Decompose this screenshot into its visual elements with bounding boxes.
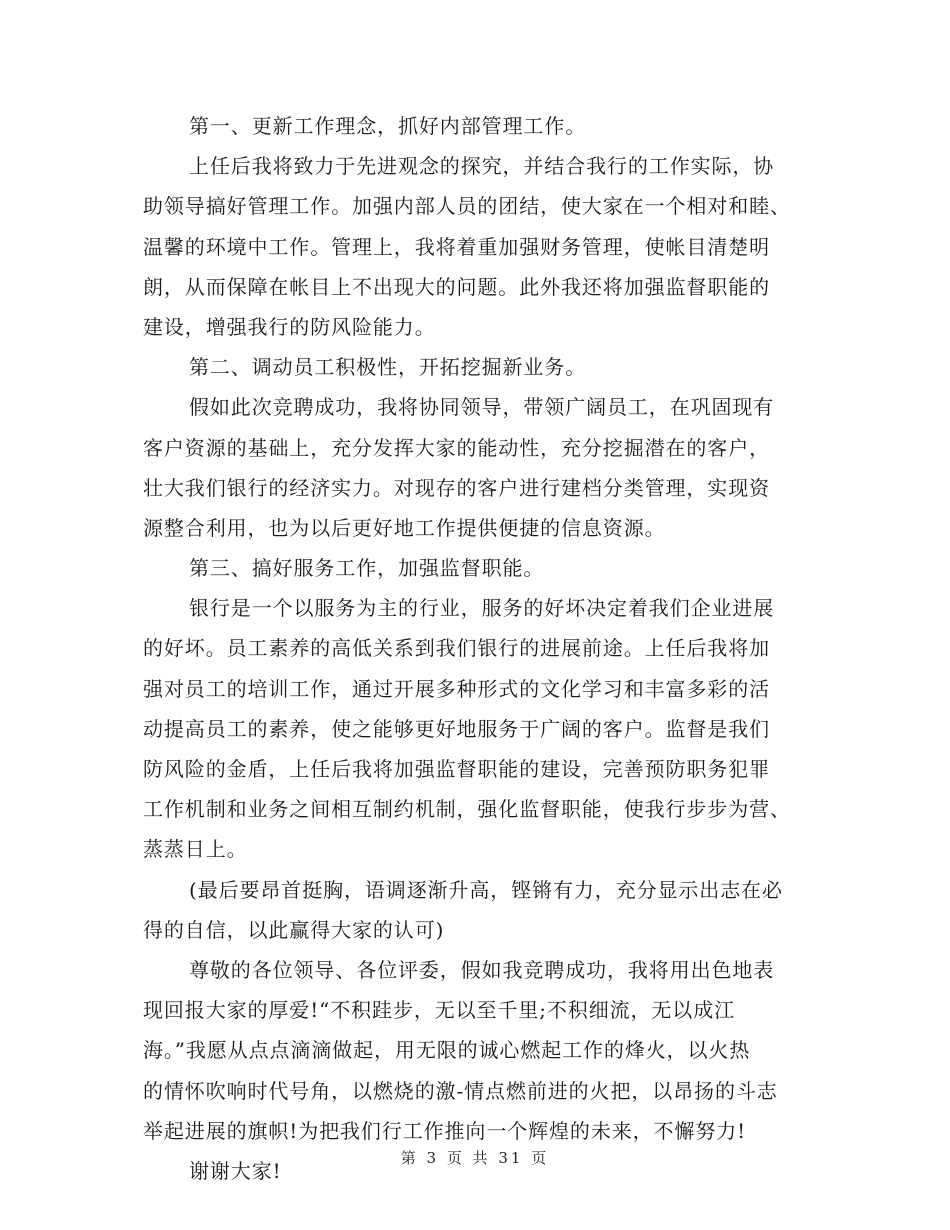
paragraph-line: 上任后我将致力于先进观念的探究，并结合我行的工作实际，协 [189,154,775,179]
paragraph-line: 动提高员工的素养，使之能够更好地服务于广阔的客户。监督是我们 [143,716,770,741]
section-heading: 第三、搞好服务工作，加强监督职能。 [189,556,545,581]
paragraph-line: 银行是一个以服务为主的行业，服务的好坏决定着我们企业进展 [189,596,775,621]
paragraph-line: 举起进展的旗帜!为把我们行工作推向一个辉煌的未来，不懈努力! [143,1118,747,1143]
closing-line: 谢谢大家! [189,1158,282,1183]
paragraph-line: 强对员工的培训工作，通过开展多种形式的文化学习和丰富多彩的活 [143,676,770,701]
paragraph-line: 蒸蒸日上。 [143,837,248,862]
paragraph-line: 海。”我愿从点点滴滴做起，用无限的诚心燃起工作的烽火，以火热 [143,1038,751,1063]
section-heading: 第二、调动员工积极性，开拓挖掘新业务。 [189,355,587,380]
paragraph-line: 客户资源的基础上，充分发挥大家的能动性，充分挖掘潜在的客户， [143,435,770,460]
paragraph-line: 防风险的金盾，上任后我将加强监督职能的建设，完善预防职务犯罪 [143,757,770,781]
paragraph-line: 假如此次竞聘成功，我将协同领导，带领广阔员工，在巩固现有 [189,395,775,420]
paragraph-line: 现回报大家的厚爱!“不积跬步，无以至千里;不积细流，无以成江 [143,998,735,1023]
body-text [143,106,811,1191]
paragraph-line: 源整合利用，也为以后更好地工作提供便捷的信息资源。 [143,515,666,540]
paragraph-line: 温馨的环境中工作。管理上，我将着重加强财务管理，使帐目清楚明 [143,234,770,259]
paragraph-line: 壮大我们银行的经济实力。对现存的客户进行建档分类管理，实现资 [143,475,770,500]
paragraph-line: (最后要昂首挺胸，语调逐渐升高，铿锵有力，充分显示出志在必 [189,877,783,902]
paragraph-line: 尊敬的各位领导、各位评委，假如我竞聘成功，我将用出色地表 [189,957,775,982]
paragraph-line: 的情怀吹响时代号角，以燃烧的激-情点燃前进的火把，以昂扬的斗志 [143,1078,778,1103]
section-heading: 第一、更新工作理念，抓好内部管理工作。 [189,114,587,138]
paragraph-line: 得的自信，以此赢得大家的认可) [143,917,445,942]
paragraph-line: 建设，增强我行的防风险能力。 [143,314,436,339]
paragraph-line: 朗，从而保障在帐目上不出现大的问题。此外我还将加强监督职能的 [143,274,770,299]
paragraph-line: 的好坏。员工素养的高低关系到我们银行的进展前途。上任后我将加 [143,636,770,661]
paragraph-line: 助领导搞好管理工作。加强内部人员的团结，使大家在一个相对和睦、 [143,194,791,219]
paragraph-line: 工作机制和业务之间相互制约机制，强化监督职能，使我行步步为营、 [143,797,791,822]
page-number-footer: 第 3 页 共 31 页 [400,1149,550,1167]
